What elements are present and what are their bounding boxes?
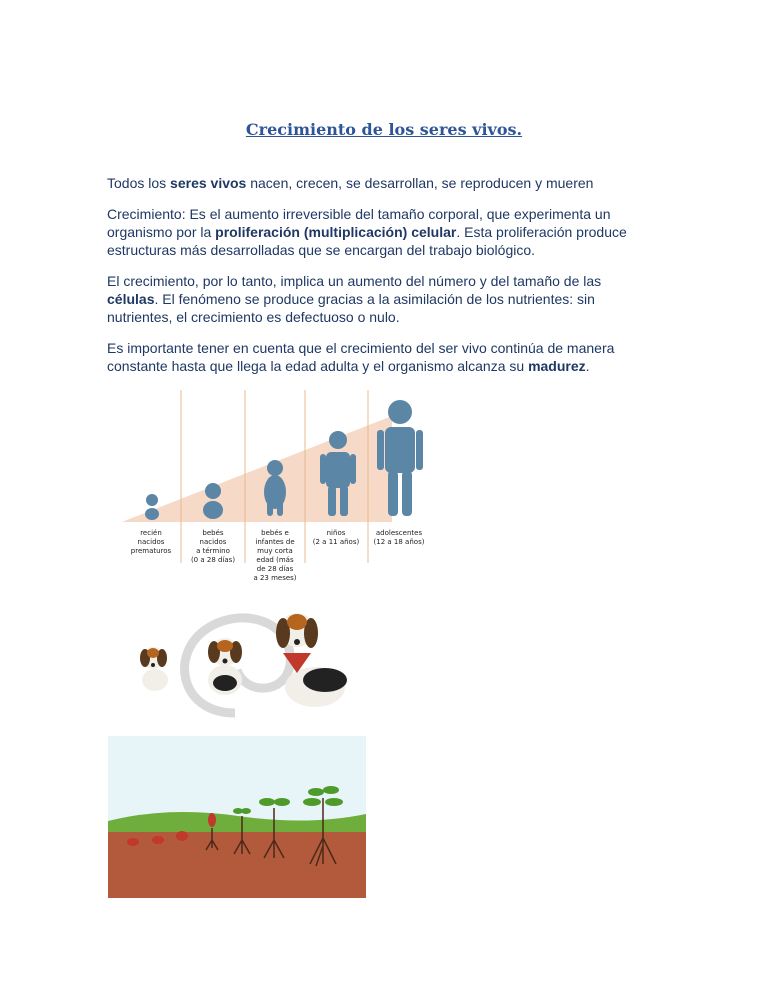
text-run: El crecimiento, por lo tanto, implica un aumento del número y del tamaño de las <box>107 273 602 289</box>
stage-label-line: de 28 días <box>256 565 294 573</box>
text-run: Es importante tener en cuenta que el crecimiento del ser vivo continúa de manera constante hasta que llega la edad adulta y el organismo alcanza su <box>107 340 615 374</box>
stage-label-line: recién <box>140 529 162 537</box>
bold-term: madurez <box>528 358 586 374</box>
stage-label-line: nacidos <box>199 538 227 546</box>
puppy-medium-icon <box>208 638 242 695</box>
stage-label-line: infantes de <box>255 538 295 546</box>
paragraph-maturity <box>107 339 647 375</box>
stage-label-line: edad (más <box>256 556 294 564</box>
text-run: . Esta proliferación produce estructuras más desarrolladas que se encargan del trabajo biológico. <box>107 224 627 258</box>
stage-label-line: adolescentes <box>375 529 423 537</box>
premature-baby-icon <box>145 494 159 520</box>
page-title: Crecimiento de los seres vivos. <box>245 120 523 139</box>
soil-background <box>108 832 366 898</box>
bold-term: células <box>107 291 155 307</box>
stage-label-line: a 23 meses) <box>253 574 297 582</box>
paragraph-cells <box>107 272 647 326</box>
text-run: . El fenómeno se produce gracias a la asimilación de los nutrientes: sin nutrientes, el crecimiento es defectuoso o nulo. <box>107 291 595 325</box>
stage-label-line: (12 a 18 años) <box>373 538 425 546</box>
bold-term: proliferación (multiplicación) celular <box>215 224 457 240</box>
spiral-shape <box>185 618 291 713</box>
dog-growth-figure <box>125 595 365 720</box>
text-run: Todos los <box>107 175 171 191</box>
paragraph-definition <box>107 205 647 259</box>
stage-label-line: niños <box>326 529 346 537</box>
stage-label-line: a término <box>196 547 230 555</box>
stage-label-line: (2 a 11 años) <box>312 538 360 546</box>
stage-labels <box>131 529 425 582</box>
text-run: . <box>585 358 590 374</box>
stage-label-line: (0 a 28 días) <box>190 556 236 564</box>
stage-label-line: nacidos <box>137 538 165 546</box>
plant-growth-figure <box>108 736 366 898</box>
bold-term: seres vivos <box>170 175 247 191</box>
stage-label-line: bebés e <box>261 529 289 537</box>
toddler-icon <box>264 460 286 516</box>
stage-label-line: bebés <box>202 529 224 537</box>
text-run: Crecimiento: Es el aumento irreversible del tamaño corporal, que experimenta un organismo por la <box>107 206 611 240</box>
stage-label-line: muy corta <box>257 547 293 555</box>
stage-label-line: prematuros <box>130 547 172 555</box>
text-run: nacen, crecen, se desarrollan, se reproducen y mueren <box>246 175 594 191</box>
puppy-small-icon <box>140 647 168 691</box>
human-growth-figure <box>107 388 437 588</box>
paragraph-intro <box>107 174 647 192</box>
